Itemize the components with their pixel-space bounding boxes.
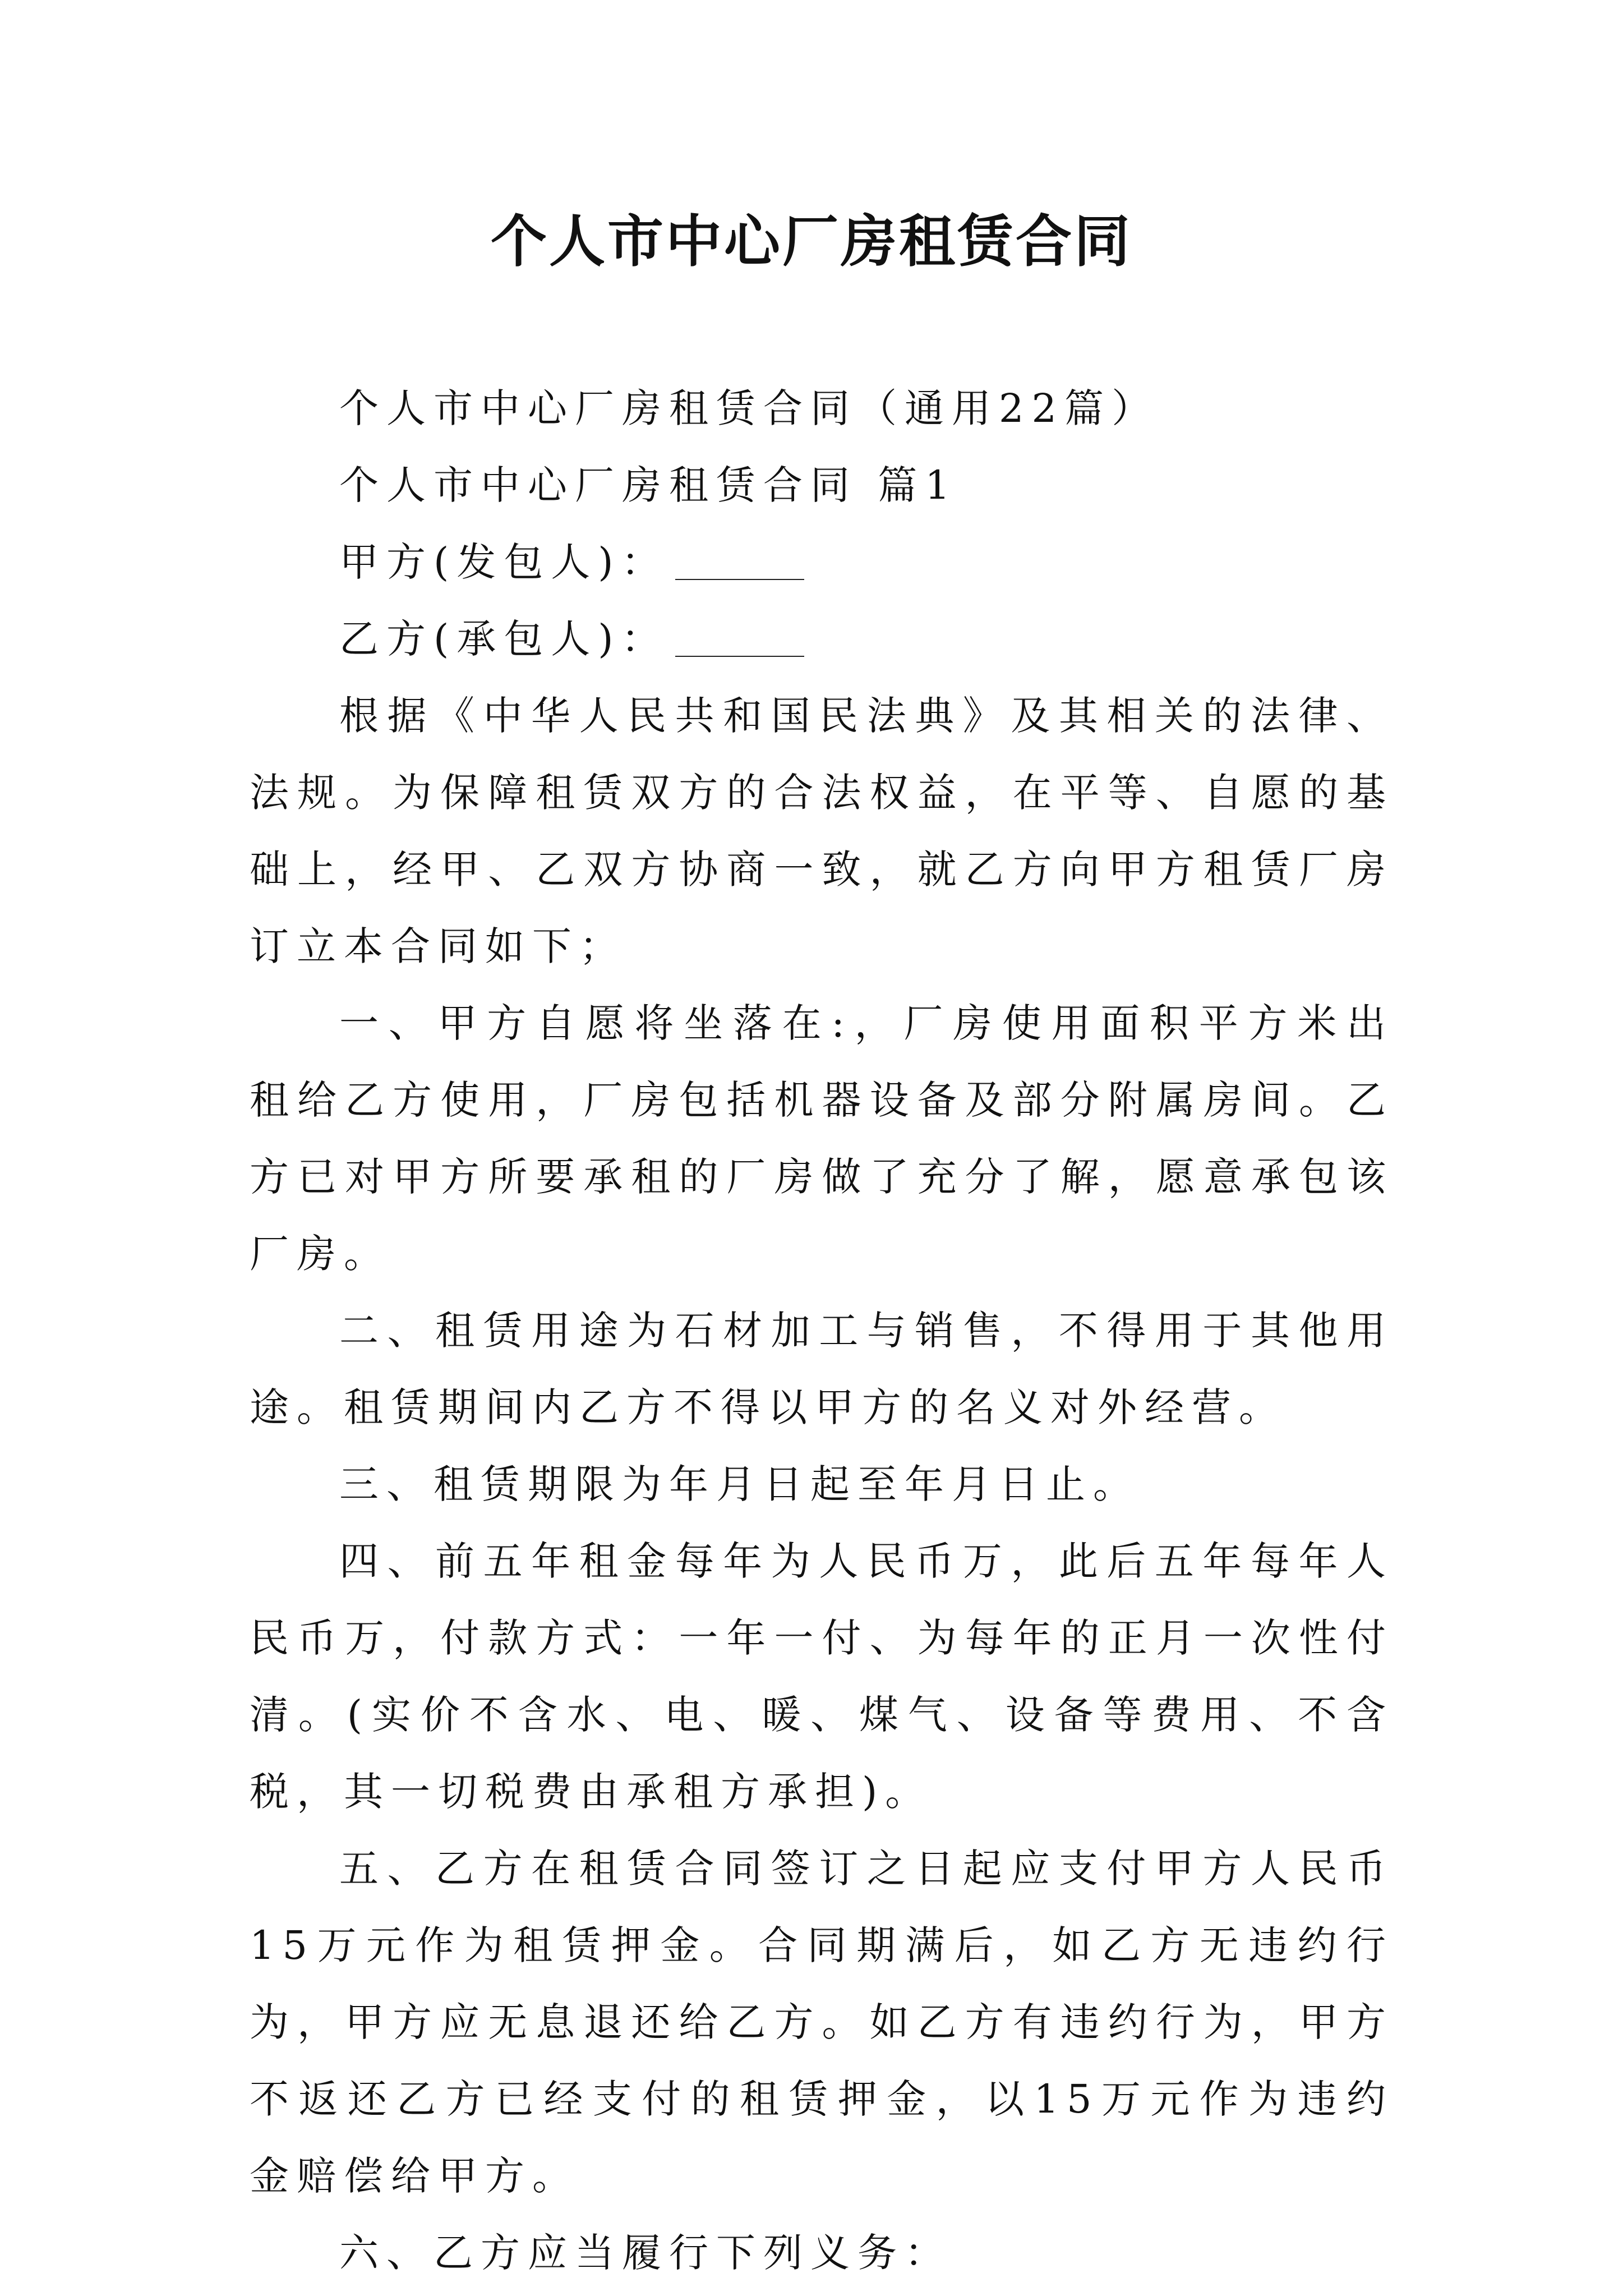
party-b-line — [250, 601, 1394, 678]
party-a-line — [250, 524, 1394, 601]
document-title: 个人市中心厂房租赁合同 — [491, 208, 1132, 274]
section-heading: 个人市中心厂房租赁合同 篇1 — [339, 462, 958, 508]
party-b-blank-line — [675, 656, 804, 657]
party-b-label: 乙方(承包人)： — [339, 616, 668, 662]
paragraph-clause-3: 三、租赁期限为年月日起至年月日止。 — [339, 1461, 1140, 1507]
paragraph-clause-4: 四、前五年租金每年为人民币万，此后五年每年人民币万，付款方式：一年一付、为每年的正月一次性付清。(实价不含水、电、暖、煤气、设备等费用、不含税，其一切税费由承租方承担)。 — [250, 1538, 1394, 1815]
paragraph-clause-2: 二、租赁用途为石材加工与销售，不得用于其他用途。租赁期间内乙方不得以甲方的名义对外经营。 — [250, 1308, 1394, 1430]
party-a-label: 甲方(发包人)： — [339, 539, 668, 585]
paragraph-clause-5: 五、乙方在租赁合同签订之日起应支付甲方人民币15万元作为租赁押金。合同期满后，如乙方无违约行为，甲方应无息退还给乙方。如乙方有违约行为，甲方不返还乙方已经支付的租赁押金，以15万元作为违约金赔偿给甲方。 — [250, 1846, 1394, 2199]
party-a-blank-line — [675, 579, 804, 580]
paragraph-preamble: 根据《中华人民共和国民法典》及其相关的法律、法规。为保障租赁双方的合法权益，在平等、自愿的基础上，经甲、乙双方协商一致，就乙方向甲方租赁厂房订立本合同如下； — [250, 693, 1394, 969]
document-subtitle: 个人市中心厂房租赁合同（通用22篇） — [339, 385, 1159, 431]
document-body — [250, 370, 1394, 2292]
paragraph-clause-6: 六、乙方应当履行下列义务： — [339, 2230, 952, 2276]
paragraph-clause-1: 一、甲方自愿将坐落在:，厂房使用面积平方米出租给乙方使用，厂房包括机器设备及部分附属房间。乙方已对甲方所要承租的厂房做了充分了解，愿意承包该厂房。 — [250, 1000, 1394, 1277]
